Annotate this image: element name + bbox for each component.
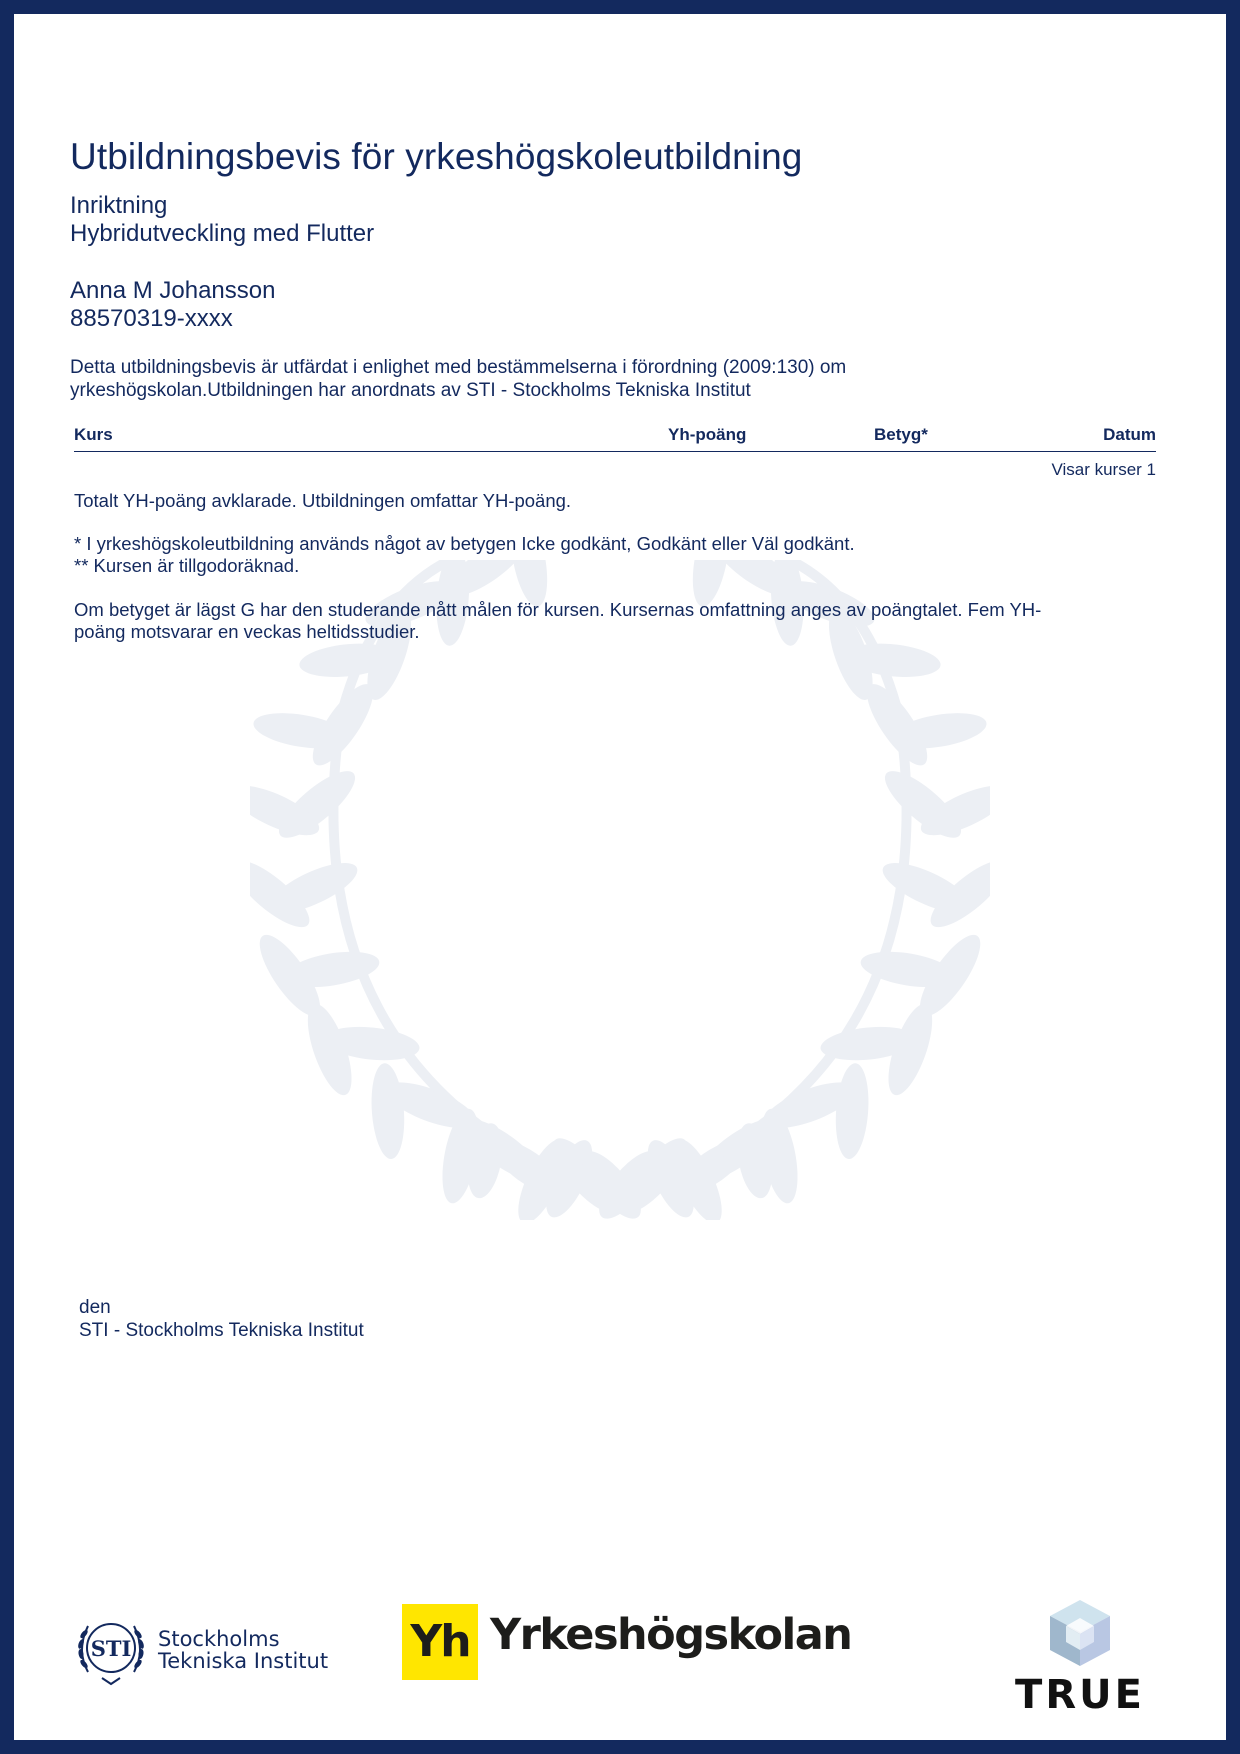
courses-table	[74, 423, 1156, 479]
true-wordmark: TRUE	[1015, 1672, 1145, 1718]
sti-wordmark-line2: Tekniska Institut	[158, 1649, 329, 1673]
footnote-grades: * I yrkeshögskoleutbildning används något av betygen Icke godkänt, Godkänt eller Väl godkänt.	[74, 533, 855, 554]
signature-block	[79, 1296, 364, 1342]
sti-wordmark-line1: Stockholms	[158, 1627, 280, 1651]
program-name: Hybridutveckling med Flutter	[70, 220, 375, 247]
explanation-line: poäng motsvarar en veckas heltidsstudier.	[74, 621, 420, 642]
signature-date-label: den	[79, 1297, 111, 1318]
wreath-leaf	[368, 1062, 407, 1160]
footnote-credited: ** Kursen är tillgodoräknad.	[74, 555, 300, 576]
showing-count: Visar kurser 1	[1051, 460, 1156, 479]
student-name: Anna M Johansson	[70, 277, 276, 304]
laurel-wreath-watermark	[250, 560, 990, 1220]
column-header-course: Kurs	[74, 425, 113, 444]
student-block	[70, 277, 275, 333]
student-id: 88570319-xxxx	[70, 305, 233, 332]
program-label: Inriktning	[70, 192, 168, 219]
program-block	[70, 192, 374, 248]
intro-line: yrkeshögskolan.Utbildningen har anordnats av STI - Stockholms Tekniska Institut	[70, 380, 751, 401]
sti-emblem-icon	[76, 1614, 146, 1686]
column-header-points: Yh-poäng	[668, 425, 747, 444]
footnotes	[74, 533, 1134, 577]
svg-text:STI: STI	[90, 1636, 132, 1661]
explanation-paragraph	[74, 599, 1154, 643]
sti-logo	[76, 1614, 329, 1691]
yh-badge: Yh	[402, 1604, 478, 1680]
table-header	[74, 423, 1156, 452]
explanation-line: Om betyget är lägst G har den studerande nått målen för kursen. Kursernas omfattning anges av poängtalet. Fem YH-	[74, 599, 1042, 620]
signature-issuer: STI - Stockholms Tekniska Institut	[79, 1320, 364, 1341]
total-points-text: Totalt YH-poäng avklarade. Utbildningen omfattar YH-poäng.	[74, 490, 572, 511]
yh-wordmark: Yrkeshögskolan	[490, 1610, 852, 1660]
column-header-date: Datum	[1103, 425, 1156, 444]
sti-wordmark	[158, 1628, 358, 1672]
intro-paragraph	[70, 356, 950, 402]
cube-icon	[1012, 1594, 1148, 1670]
wreath-leaf	[833, 1062, 872, 1160]
certificate-title: Utbildningsbevis för yrkeshögskoleutbildning	[70, 136, 803, 177]
true-logo	[1012, 1594, 1148, 1718]
column-header-grade: Betyg*	[874, 425, 928, 444]
intro-line: Detta utbildningsbevis är utfärdat i enlighet med bestämmelserna i förordning (2009:130) om	[70, 357, 847, 378]
